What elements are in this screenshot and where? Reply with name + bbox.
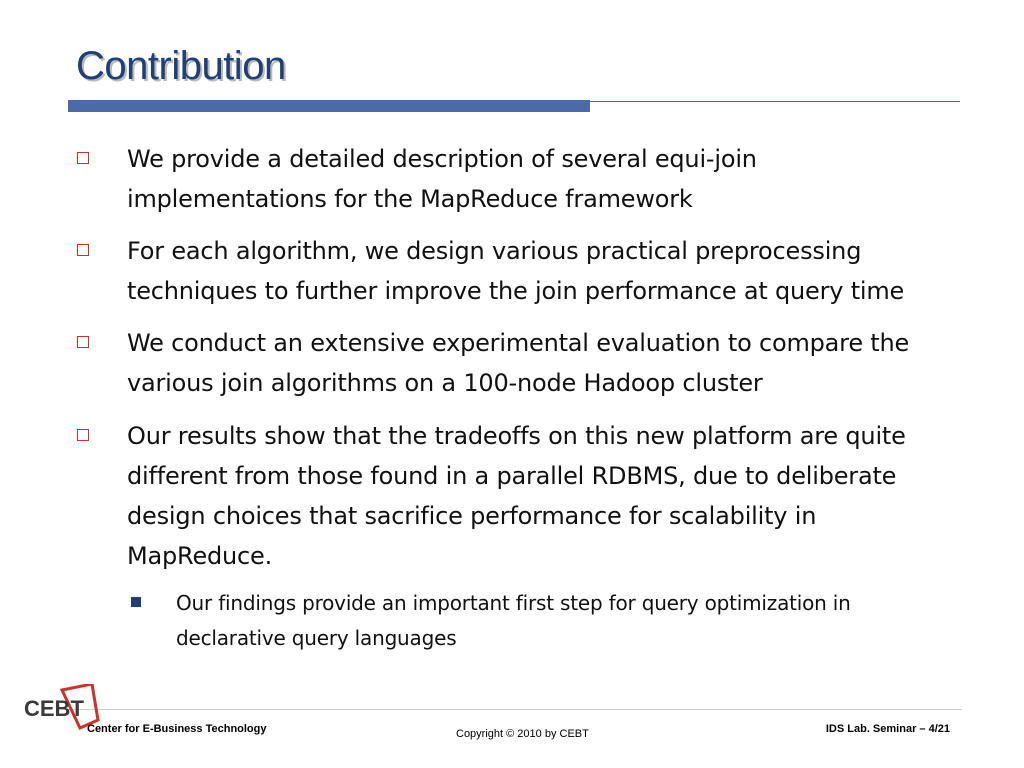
bullet-text: We conduct an extensive experimental evaluation to compare the various join algorithms on a 100-node Hadoop cluster	[127, 329, 910, 397]
bullet-text: Our results show that the tradeoffs on this new platform are quite different from those found in a parallel RDBMS, due to deliberate design choices that sacrifice performance for scalability in MapReduce.	[127, 422, 906, 570]
hollow-square-icon	[77, 429, 89, 441]
hollow-square-icon	[77, 152, 89, 164]
title-underline-thin	[590, 101, 960, 102]
hollow-square-icon	[77, 244, 89, 256]
logo-text: CEBT	[24, 696, 84, 721]
hollow-square-icon	[77, 336, 89, 348]
bullet-text: For each algorithm, we design various practical preprocessing techniques to further improve the join performance at query time	[127, 237, 905, 305]
footer-page-info: IDS Lab. Seminar – 4/21	[825, 723, 950, 735]
title-underline-thick	[68, 100, 590, 112]
slide-title: Contribution	[76, 44, 286, 88]
footer-copyright: Copyright © 2010 by CEBT	[456, 728, 589, 740]
footer-divider	[68, 709, 962, 710]
sub-bullet-text: Our findings provide an important first step for query optimization in declarative query languages	[176, 591, 851, 650]
filled-square-icon	[131, 597, 141, 607]
bullet-text: We provide a detailed description of several equi-join implementations for the MapReduce framework	[127, 145, 757, 213]
footer-organization: Center for E-Business Technology	[87, 723, 267, 735]
